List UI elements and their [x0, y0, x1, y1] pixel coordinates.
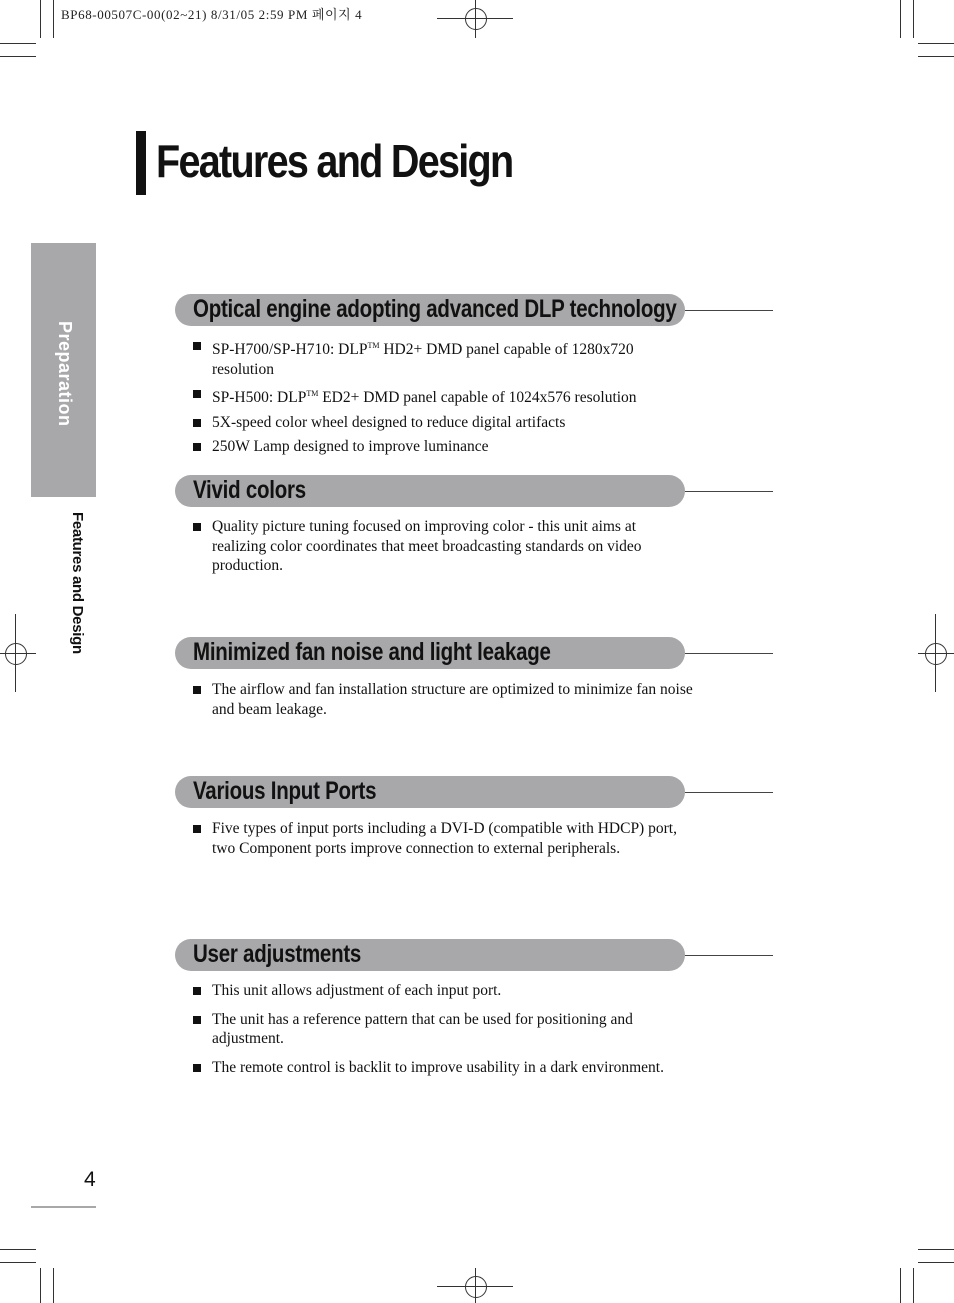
page-number-rule [31, 1206, 96, 1208]
section-caption: Features and Design [69, 512, 86, 654]
vivid-colors-list [193, 517, 683, 576]
fan-noise-list [193, 680, 693, 719]
list-item: Quality picture tuning focused on improving color - this unit aims at realizing color coordinates that meet broadcasting standards on video production. [193, 517, 683, 576]
list-item: The remote control is backlit to improve usability in a dark environment. [193, 1058, 693, 1078]
chapter-tab-label: Preparation [55, 321, 75, 427]
optical-engine-list [193, 336, 693, 457]
list-item: 250W Lamp designed to improve luminance [193, 437, 693, 457]
section-header-optical-engine [175, 294, 685, 326]
list-item: The unit has a reference pattern that can be used for positioning and adjustment. [193, 1010, 693, 1049]
list-item: Five types of input ports including a DVI-D (compatible with HDCP) port, two Component ports improve connection to external peripherals. [193, 819, 693, 858]
section-header-vivid-colors [175, 475, 685, 507]
section-header-input-ports [175, 776, 685, 808]
list-item: This unit allows adjustment of each input port. [193, 981, 693, 1001]
section-title: User adjustments [193, 940, 362, 968]
list-item: 5X-speed color wheel designed to reduce digital artifacts [193, 413, 693, 433]
print-slug: BP68-00507C-00(02~21) 8/31/05 2:59 PM 페이지 4 [61, 7, 363, 22]
section-header-user-adjustments [175, 939, 685, 971]
section-title: Various Input Ports [193, 777, 377, 805]
list-item: SP-H700/SP-H710: DLP™ HD2+ DMD panel capable of 1280x720 resolution [193, 336, 693, 380]
list-item: SP-H500: DLP™ ED2+ DMD panel capable of 1024x576 resolution [193, 384, 693, 408]
page-number: 4 [84, 1168, 96, 1191]
user-adjustments-list [193, 981, 693, 1078]
chapter-tab [31, 243, 96, 497]
section-title: Optical engine adopting advanced DLP technology [193, 295, 677, 323]
section-title: Minimized fan noise and light leakage [193, 638, 551, 666]
title-accent-bar [136, 131, 146, 195]
page-title: Features and Design [156, 135, 513, 187]
input-ports-list [193, 819, 693, 858]
section-title: Vivid colors [193, 476, 306, 504]
section-header-fan-noise [175, 637, 685, 669]
list-item: The airflow and fan installation structure are optimized to minimize fan noise and beam leakage. [193, 680, 693, 719]
